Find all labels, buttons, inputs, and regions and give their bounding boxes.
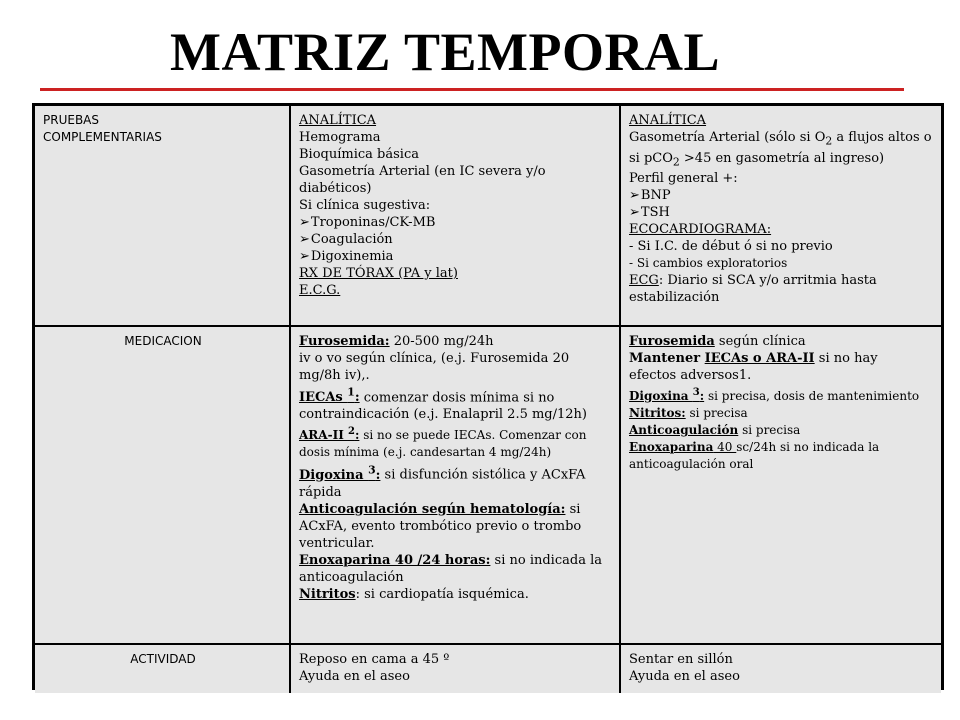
digoxina2-text: si precisa, dosis de mantenimiento xyxy=(704,389,920,403)
ara-label xyxy=(299,428,359,442)
med2-furosemida xyxy=(629,333,935,350)
title-divider xyxy=(40,88,904,91)
med2-anticoagulacion xyxy=(629,422,935,439)
row-actividad xyxy=(35,644,941,693)
med2-enoxaparina xyxy=(629,439,935,473)
row-label-actividad: ACTIVIDAD xyxy=(35,644,290,693)
enoxaparina2-num: 40 xyxy=(713,440,737,454)
anticoagulacion2-label: Anticoagulación xyxy=(629,423,739,437)
bullet-coagulacion: ➢ Coagulación xyxy=(299,231,613,248)
ecg-text: : Diario si SCA y/o arritmia hasta estabilización xyxy=(629,273,877,306)
anticoagulacion-label: Anticoagulación según hematología: xyxy=(299,501,566,517)
page-title: MATRIZ TEMPORAL xyxy=(169,22,721,82)
row-label-pruebas xyxy=(35,106,290,326)
med2-nitritos xyxy=(629,405,935,422)
med-nitritos xyxy=(299,586,613,603)
act-reposo: Reposo en cama a 45 º xyxy=(299,652,450,667)
enoxaparina-label: Enoxaparina 40 /24 horas: xyxy=(299,552,491,568)
mantener-iecas-ara: IECAs o ARA-II xyxy=(704,351,815,366)
med-iecas xyxy=(299,384,613,423)
digoxina-sup: 3 xyxy=(368,463,376,477)
cell-medicacion-ingreso xyxy=(290,326,620,644)
iecas-label-text: IECAs xyxy=(299,390,348,406)
ecocardiograma-heading: ECOCARDIOGRAMA: xyxy=(629,222,772,238)
iecas-text: comenzar dosis mínima si no contraindicación (e.j. Enalapril 2.5 mg/12h) xyxy=(299,390,587,423)
digoxina-colon: : xyxy=(375,467,381,483)
eco-item-cambios: - Si cambios exploratorios xyxy=(629,256,788,271)
ecg-label: ECG xyxy=(629,273,659,289)
digoxina2-label xyxy=(629,389,704,403)
row-label-pruebas-line1: PRUEBAS xyxy=(43,113,99,127)
matrix-grid xyxy=(35,106,941,693)
nitritos2-label: Nitritos: xyxy=(629,406,686,420)
med-furosemida xyxy=(299,333,613,350)
item-rx-torax: RX DE TÓRAX (PA y lat) xyxy=(299,266,458,281)
bullet-troponinas: ➢ Troponinas/CK-MB xyxy=(299,214,613,231)
gaso-text-a: Gasometría Arterial (sólo si O xyxy=(629,130,826,145)
item-ecg: E.C.G. xyxy=(299,283,341,298)
med-enoxaparina xyxy=(299,552,613,586)
gaso-sub-o2: 2 xyxy=(825,134,833,148)
row-pruebas xyxy=(35,106,941,326)
act-sillon: Sentar en sillón xyxy=(629,652,733,667)
iecas-colon: : xyxy=(354,390,360,406)
furosemida2-text: según clínica xyxy=(714,334,806,349)
ara-sup: 2 xyxy=(347,426,355,438)
anticoagulacion2-text: si precisa xyxy=(738,423,801,437)
item-hemograma: Hemograma xyxy=(299,130,381,145)
analitica-heading-2: ANALÍTICA xyxy=(629,113,707,128)
bullet-bnp: ➢ BNP xyxy=(629,187,935,204)
med-digoxina xyxy=(299,461,613,500)
enoxaparina2-label: Enoxaparina xyxy=(629,440,714,454)
ara-text: si no se puede IECAs. Comenzar con dosis mínima (e.j. candesartan 4 mg/24h) xyxy=(299,428,587,460)
cell-medicacion-seguimiento xyxy=(620,326,941,644)
med-anticoagulacion xyxy=(299,501,613,552)
item-clinica-sugestiva: Si clínica sugestiva: xyxy=(299,198,431,213)
item-perfil-general: Perfil general +: xyxy=(629,171,738,187)
cell-pruebas-ingreso xyxy=(290,106,620,326)
cell-actividad-seguimiento xyxy=(620,644,941,693)
bullet-tsh: ➢ TSH xyxy=(629,204,935,221)
act-aseo: Ayuda en el aseo xyxy=(299,669,410,684)
cell-actividad-ingreso xyxy=(290,644,620,693)
mantener-b: si no hay xyxy=(814,351,878,366)
enoxaparina-text: si no indicada la anticoagulación xyxy=(299,552,602,585)
mantener-a: Mantener xyxy=(629,351,705,366)
analitica-heading: ANALÍTICA xyxy=(299,113,377,128)
digoxina2-label-text: Digoxina xyxy=(629,389,693,403)
ara-colon: : xyxy=(354,428,360,443)
med-furosemida-detail: iv o vo según clínica, (e.j. Furosemida 20 mg/8h iv),. xyxy=(299,351,570,383)
med-ara-ii xyxy=(299,423,613,461)
nitritos-text: : si cardiopatía isquémica. xyxy=(355,586,529,602)
furosemida-text: 20-500 mg/24h xyxy=(389,334,494,349)
gaso-sub-co2: 2 xyxy=(672,155,680,169)
digoxina-text: si disfunción sistólica y ACxFA rápida xyxy=(299,467,586,500)
furosemida2-label: Furosemida xyxy=(629,334,715,349)
row-medicacion xyxy=(35,326,941,644)
matrix-table xyxy=(32,103,944,690)
ara-label-text: ARA-II xyxy=(299,428,348,443)
furosemida-label: Furosemida: xyxy=(299,334,390,349)
row-label-medicacion: MEDICACION xyxy=(35,326,290,644)
med2-efectos: efectos adversos1. xyxy=(629,368,752,383)
gaso-text-c: >45 en gasometría al ingreso) xyxy=(679,150,885,166)
item-gasometria-2 xyxy=(629,129,935,170)
iecas-label xyxy=(299,386,360,406)
bullet-digoxinemia: ➢ Digoxinemia xyxy=(299,248,613,265)
med2-digoxina xyxy=(629,384,935,405)
item-gasometria: Gasometría Arterial (en IC severa y/o diabéticos) xyxy=(299,164,546,196)
row-label-pruebas-line2: COMPLEMENTARIAS xyxy=(43,130,162,144)
med2-mantener xyxy=(629,350,935,367)
cell-pruebas-seguimiento xyxy=(620,106,941,326)
digoxina2-sup: 3 xyxy=(692,387,700,398)
digoxina-label xyxy=(299,463,381,483)
item-bioquimica: Bioquímica básica xyxy=(299,147,419,162)
digoxina2-colon: : xyxy=(699,389,705,403)
iecas-sup: 1 xyxy=(347,386,355,399)
eco-item-debut: - Si I.C. de début ó si no previo xyxy=(629,239,833,255)
item-ecg-diario xyxy=(629,272,935,306)
nitritos2-text: si precisa xyxy=(685,406,748,420)
anticoagulacion-text: si ACxFA, evento trombótico previo o trombo ventricular. xyxy=(299,501,582,551)
enoxaparina2-text: sc/24h si no indicada la anticoagulación oral xyxy=(629,440,880,471)
digoxina-label-text: Digoxina xyxy=(299,467,369,483)
gaso-text-b: a flujos altos o si pCO xyxy=(629,130,932,166)
act-aseo-2: Ayuda en el aseo xyxy=(629,669,740,684)
nitritos-label: Nitritos xyxy=(299,586,356,602)
